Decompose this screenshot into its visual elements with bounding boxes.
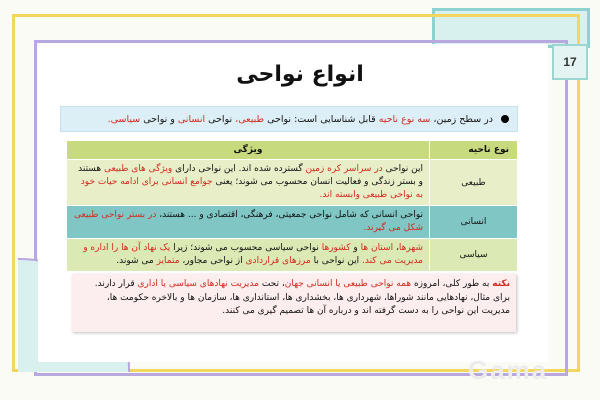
description-text: هستند و بستر زندگی و فعالیت انسان محسوب می شوند؛ یعنی bbox=[78, 164, 423, 188]
highlight-text: متمایز bbox=[156, 256, 180, 267]
table-header-row bbox=[67, 141, 518, 160]
intro-text: در سطح زمین، سه نوع ناحیه قابل شناسایی است: نواحی طبیعی، نواحی انسانی و نواحی سیاسی. bbox=[107, 113, 493, 125]
header-feature: ویژگی bbox=[67, 141, 430, 160]
highlight-text: جوامع انسانی برای ادامه حیات خود به نواحی طبیعی وابسته اند. bbox=[80, 177, 423, 201]
description-text: می شوند. bbox=[116, 256, 157, 267]
regions-table bbox=[66, 140, 518, 272]
highlight-text: استان ها bbox=[360, 243, 394, 254]
row-description bbox=[67, 206, 430, 239]
highlight-text: در سراسر کره زمین bbox=[305, 164, 383, 174]
highlight-text: در بستر نواحی طبیعی شکل می گیرند. bbox=[74, 210, 423, 234]
description-text: از نواحی مجاور، bbox=[179, 256, 246, 267]
description-text: و bbox=[350, 243, 361, 254]
row-type: سیاسی bbox=[430, 239, 518, 272]
table-row bbox=[67, 206, 518, 239]
highlight-text: شهرها bbox=[398, 243, 423, 254]
intro-box bbox=[60, 106, 518, 132]
description-text: نواحی سیاسی محسوب می شوند؛ زیرا bbox=[170, 243, 322, 254]
page-number: 17 bbox=[552, 44, 588, 80]
highlight-text: ویژگی های طبیعی bbox=[103, 164, 173, 174]
table-row bbox=[67, 239, 518, 272]
row-description bbox=[67, 160, 430, 206]
description-text: ، bbox=[393, 243, 399, 254]
highlight-text: مرزهای قراردادی bbox=[245, 256, 311, 267]
note-box: نکته به طور کلی، امروزه همه نواحی طبیعی یا انسانی جهان، تحت مدیریت نهادهای سیاسی یا اداری قرار دارند. برای مثال، نهادهایی مانند شوراها، شهرداری ها، بخشداری ها، استانداری ها، سازمان ها و بالاخره حکومت ها، مدیریت این نواحی را به دست گرفته اند و درباره آن ها تصمیم گیری می کنند. bbox=[72, 274, 516, 332]
bullet-icon bbox=[501, 115, 509, 123]
description-text: نواحی انسانی که شامل نواحی جمعیتی، فرهنگی، اقتصادی و ... هستند، bbox=[156, 210, 423, 221]
header-type: نوع ناحیه bbox=[430, 141, 518, 160]
description-text: این نواحی bbox=[382, 164, 423, 174]
note-lead: نکته bbox=[492, 279, 510, 289]
description-text: گسترده شده اند. این نواحی دارای bbox=[172, 164, 306, 174]
description-text: این نواحی با bbox=[310, 256, 362, 267]
table-row bbox=[67, 160, 518, 206]
highlight-text: کشورها bbox=[321, 243, 351, 254]
row-type: طبیعی bbox=[430, 160, 518, 206]
row-description bbox=[67, 239, 430, 272]
highlight-text: یک نهاد آن ها را اداره و مدیریت می کند. bbox=[83, 243, 423, 267]
watermark-logo: Gama bbox=[468, 355, 549, 385]
page-title: انواع نواحی bbox=[236, 62, 364, 87]
row-type: انسانی bbox=[430, 206, 518, 239]
